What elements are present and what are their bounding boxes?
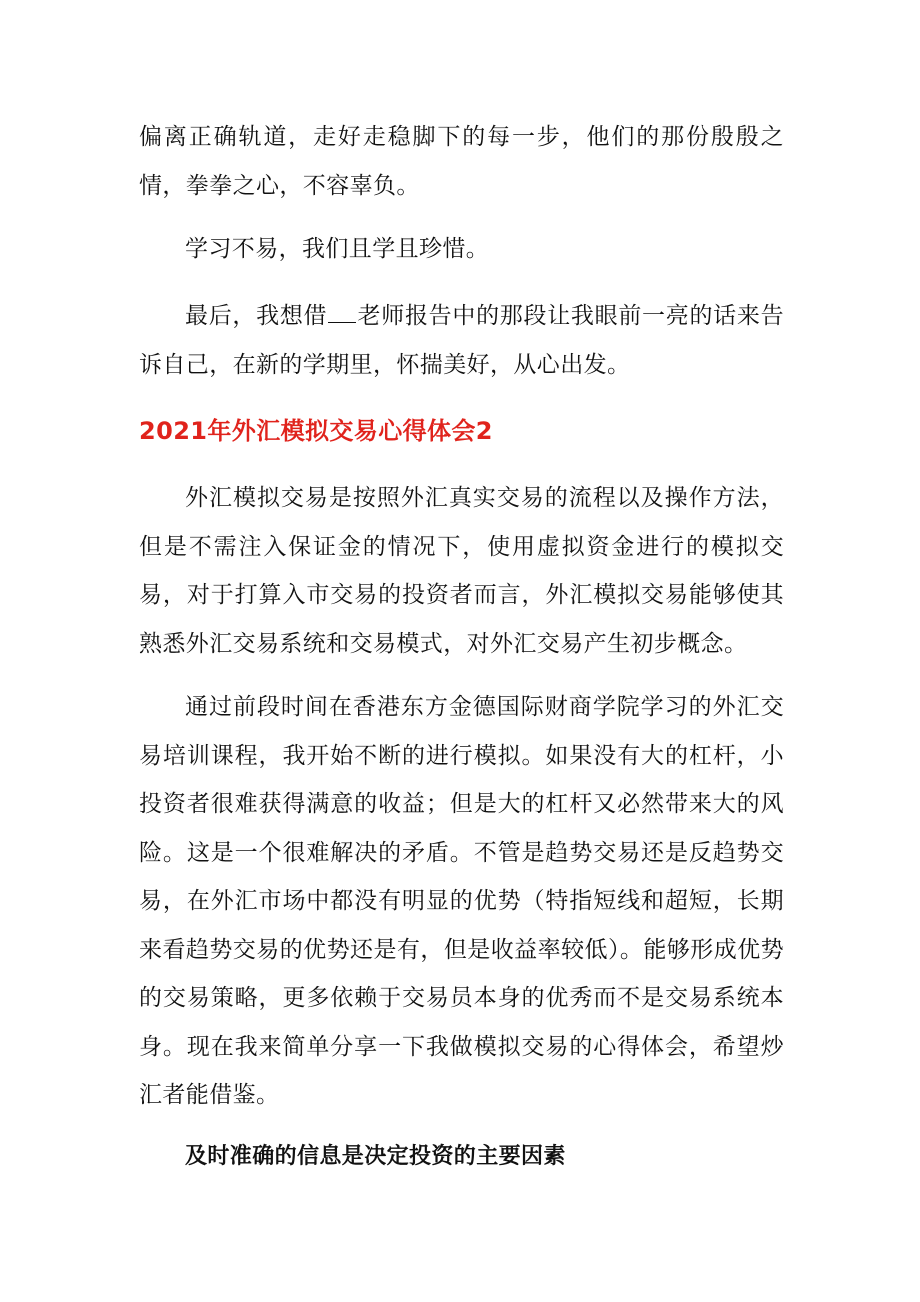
paragraph-closing bbox=[139, 292, 784, 389]
paragraph-continued: 偏离正确轨道，走好走稳脚下的每一步，他们的那份殷殷之情，拳拳之心，不容辜负。 bbox=[139, 124, 784, 199]
paragraph-closing-start: 最后，我想借 bbox=[185, 303, 328, 329]
subsection-heading: 及时准确的信息是决定投资的主要因素 bbox=[185, 1144, 566, 1169]
fill-in-blank bbox=[328, 304, 356, 323]
paragraph-closing-end: 老师报告中的那段让我眼前一亮的话来告诉自己，在新的学期里，怀揣美好，从心出发。 bbox=[139, 303, 784, 378]
paragraph-experience: 通过前段时间在香港东方金德国际财商学院学习的外汇交易培训课程，我开始不断的进行模拟。如果没有大的杠杆，小投资者很难获得满意的收益；但是大的杠杆又必然带来大的风险。这是一个很难解决的矛盾。不管是趋势交易还是反趋势交易，在外汇市场中都没有明显的优势（特指短线和超短，长期来看趋势交易的优势还是有，但是收益率较低）。能够形成优势的交易策略，更多依赖于交易员本身的优秀而不是交易系统本身。现在我来简单分享一下我做模拟交易的心得体会，希望炒汇者能借鉴。 bbox=[139, 694, 784, 1108]
section-heading: 2021年外汇模拟交易心得体会2 bbox=[139, 417, 493, 445]
paragraph-intro: 外汇模拟交易是按照外汇真实交易的流程以及操作方法，但是不需注入保证金的情况下，使用虚拟资金进行的模拟交易，对于打算入市交易的投资者而言，外汇模拟交易能够使其熟悉外汇交易系统和交易模式，对外汇交易产生初步概念。 bbox=[139, 485, 784, 657]
paragraph-study: 学习不易，我们且学且珍惜。 bbox=[185, 236, 490, 262]
